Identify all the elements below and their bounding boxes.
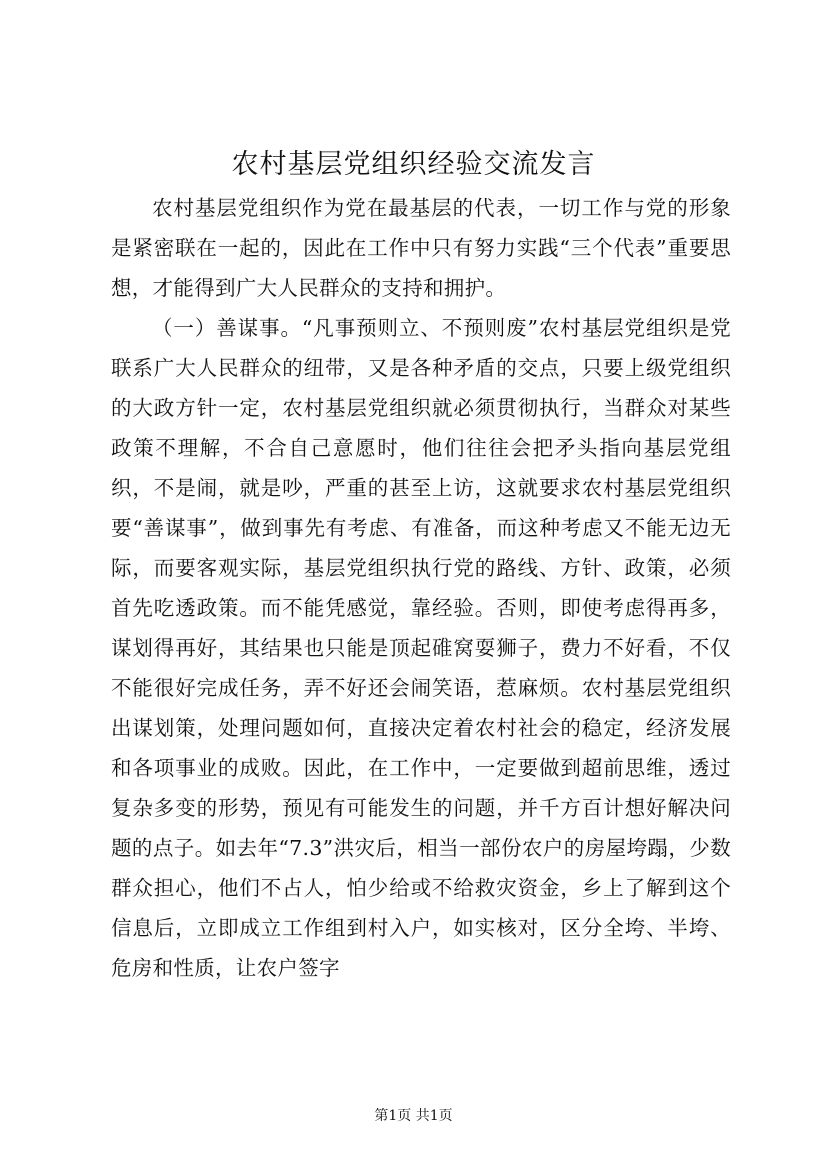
document-body [111,188,731,988]
paragraph-section-1: （一）善谋事。“凡事预则立、不预则废”农村基层党组织是党联系广大人民群众的纽带，又是各种矛盾的交点，只要上级党组织的大政方针一定，农村基层党组织就必须贯彻执行，当群众对某些政策不理解，不合自己意愿时，他们往往会把矛头指向基层党组织，不是闹，就是吵，严重的甚至上访，这就要求农村基层党组织要“善谋事”，做到事先有考虑、有准备，而这种考虑又不能无边无际，而要客观实际，基层党组织执行党的路线、方针、政策，必须首先吃透政策。而不能凭感觉，靠经验。否则，即使考虑得再多，谋划得再好，其结果也只能是顶起碓窝耍狮子，费力不好看，不仅不能很好完成任务，弄不好还会闹笑语，惹麻烦。农村基层党组织出谋划策，处理问题如何，直接决定着农村社会的稳定，经济发展和各项事业的成败。因此，在工作中，一定要做到超前思维，透过复杂多变的形势，预见有可能发生的问题，并千方百计想好解决问题的点子。如去年“7.3”洪灾后，相当一部份农户的房屋垮蹋，少数群众担心，他们不占人，怕少给或不给救灾资金，乡上了解到这个信息后，立即成立工作组到村入户，如实核对，区分全垮、半垮、危房和性质，让农户签字 [111,316,731,980]
document-title: 农村基层党组织经验交流发言 [231,149,596,180]
page-footer: 第1页 共1页 [374,1108,453,1124]
paragraph-intro: 农村基层党组织作为党在最基层的代表，一切工作与党的形象是紧密联在一起的，因此在工作中只有努力实践“三个代表”重要思想，才能得到广大人民群众的支持和拥护。 [111,196,731,300]
